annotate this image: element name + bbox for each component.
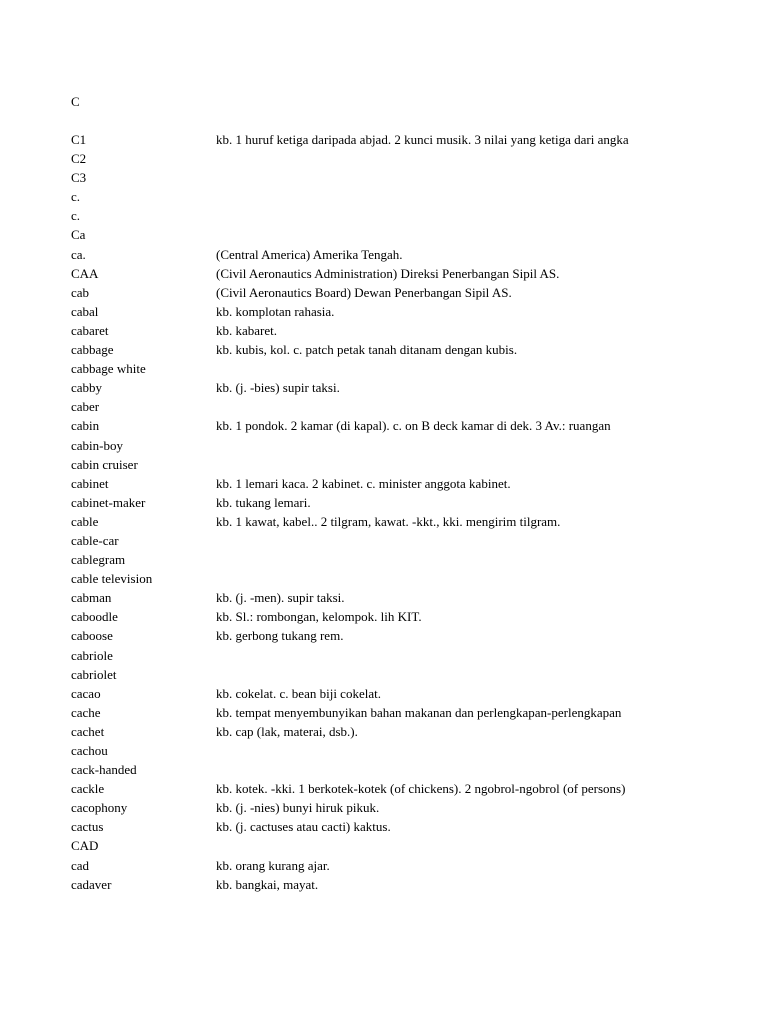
- entry-definition: kb. kotek. -kki. 1 berkotek-kotek (of chickens). 2 ngobrol-ngobrol (of persons): [216, 781, 626, 797]
- dictionary-entry-list: [0, 130, 768, 894]
- entry-definition: kb. komplotan rahasia.: [216, 303, 335, 319]
- entry-definition: kb. gerbong tukang rem.: [216, 628, 344, 644]
- dictionary-entry: [0, 569, 768, 588]
- dictionary-entry: [0, 397, 768, 416]
- dictionary-entry: [0, 436, 768, 455]
- entry-term: cacao: [71, 685, 101, 701]
- dictionary-entry: [0, 225, 768, 244]
- dictionary-entry: [0, 836, 768, 855]
- entry-definition: kb. Sl.: rombongan, kelompok. lih KIT.: [216, 609, 422, 625]
- entry-term: caber: [71, 399, 100, 415]
- entry-definition: kb. kabaret.: [216, 322, 278, 338]
- entry-definition: kb. (j. -bies) supir taksi.: [216, 380, 340, 396]
- dictionary-entry: [0, 798, 768, 817]
- dictionary-entry: [0, 646, 768, 665]
- entry-definition: kb. 1 huruf ketiga daripada abjad. 2 kunci musik. 3 nilai yang ketiga dari angka: [216, 132, 629, 147]
- entry-term: cabby: [71, 380, 103, 396]
- entry-definition: kb. 1 kawat, kabel.. 2 tilgram, kawat. -kkt., kki. mengirim tilgram.: [216, 513, 561, 529]
- entry-term: cabinet-maker: [71, 494, 146, 510]
- dictionary-entry: [0, 416, 768, 435]
- entry-term: cabriole: [71, 647, 113, 663]
- entry-term: cabinet: [71, 475, 109, 491]
- entry-term: cachou: [71, 743, 108, 758]
- dictionary-entry: [0, 283, 768, 302]
- entry-term: cabin: [71, 418, 100, 434]
- entry-term: ca.: [71, 246, 86, 262]
- dictionary-entry: [0, 245, 768, 264]
- entry-term: cackle: [71, 781, 105, 797]
- dictionary-entry: [0, 760, 768, 779]
- entry-term: CAD: [71, 838, 99, 854]
- entry-definition: (Civil Aeronautics Administration) Direksi Penerbangan Sipil AS.: [216, 265, 560, 281]
- dictionary-entry: [0, 817, 768, 836]
- dictionary-entry: [0, 875, 768, 894]
- entry-term: cad: [71, 857, 90, 873]
- entry-term: cack-handed: [71, 762, 137, 778]
- dictionary-entry: [0, 378, 768, 397]
- dictionary-entry: [0, 607, 768, 626]
- entry-definition: kb. cokelat. c. bean biji cokelat.: [216, 685, 381, 701]
- entry-term: cab: [71, 284, 90, 300]
- section-heading: C: [71, 94, 80, 109]
- entry-definition: kb. tukang lemari.: [216, 494, 311, 510]
- entry-term: cache: [71, 704, 101, 720]
- dictionary-entry: [0, 168, 768, 187]
- entry-term: C1: [71, 132, 87, 147]
- entry-term: cable: [71, 513, 99, 529]
- entry-term: cabal: [71, 303, 99, 319]
- dictionary-entry: [0, 703, 768, 722]
- dictionary-entry: [0, 455, 768, 474]
- entry-term: cablegram: [71, 552, 126, 568]
- entry-term: caboodle: [71, 609, 118, 625]
- dictionary-entry: [0, 531, 768, 550]
- entry-term: cable television: [71, 571, 153, 587]
- dictionary-entry: [0, 474, 768, 493]
- entry-term: cadaver: [71, 876, 112, 892]
- dictionary-entry: [0, 149, 768, 168]
- dictionary-entry: [0, 187, 768, 206]
- entry-term: c.: [71, 208, 81, 224]
- dictionary-entry: [0, 321, 768, 340]
- dictionary-entry: [0, 130, 768, 149]
- dictionary-entry: [0, 493, 768, 512]
- entry-definition: kb. (j. cactuses atau cacti) kaktus.: [216, 819, 391, 835]
- entry-term: cactus: [71, 819, 104, 835]
- dictionary-entry: [0, 512, 768, 531]
- entry-definition: (Civil Aeronautics Board) Dewan Penerbangan Sipil AS.: [216, 284, 512, 300]
- entry-definition: kb. orang kurang ajar.: [216, 857, 330, 873]
- entry-term: cabin cruiser: [71, 456, 138, 472]
- entry-term: Ca: [71, 227, 86, 243]
- entry-term: cabaret: [71, 322, 109, 338]
- entry-definition: kb. bangkai, mayat.: [216, 876, 319, 892]
- entry-term: CAA: [71, 265, 99, 281]
- dictionary-entry: [0, 626, 768, 645]
- dictionary-entry: [0, 359, 768, 378]
- entry-definition: kb. kubis, kol. c. patch petak tanah ditanam dengan kubis.: [216, 342, 518, 358]
- entry-term: cabriolet: [71, 666, 117, 682]
- dictionary-entry: [0, 550, 768, 569]
- entry-definition: kb. (j. -nies) bunyi hiruk pikuk.: [216, 800, 380, 816]
- dictionary-entry: [0, 340, 768, 359]
- dictionary-entry: [0, 856, 768, 875]
- entry-definition: (Central America) Amerika Tengah.: [216, 246, 403, 262]
- entry-term: cabin-boy: [71, 437, 123, 453]
- dictionary-entry: [0, 741, 768, 760]
- entry-term: cable-car: [71, 532, 119, 548]
- entry-term: cabbage white: [71, 361, 146, 377]
- entry-term: cachet: [71, 723, 105, 739]
- entry-definition: kb. tempat menyembunyikan bahan makanan dan perlengkapan-perlengkapan: [216, 704, 622, 720]
- dictionary-entry: [0, 588, 768, 607]
- entry-term: C2: [71, 151, 87, 167]
- entry-definition: kb. 1 lemari kaca. 2 kabinet. c. minister anggota kabinet.: [216, 475, 511, 491]
- dictionary-entry: [0, 684, 768, 703]
- dictionary-entry: [0, 206, 768, 225]
- entry-definition: kb. cap (lak, materai, dsb.).: [216, 723, 358, 739]
- dictionary-entry: [0, 722, 768, 741]
- entry-definition: kb. 1 pondok. 2 kamar (di kapal). c. on B deck kamar di dek. 3 Av.: ruangan: [216, 418, 611, 434]
- dictionary-entry: [0, 665, 768, 684]
- entry-definition: kb. (j. -men). supir taksi.: [216, 590, 345, 606]
- entry-term: c.: [71, 189, 81, 205]
- entry-term: C3: [71, 170, 87, 186]
- entry-term: cabbage: [71, 342, 114, 358]
- entry-term: cabman: [71, 590, 112, 606]
- dictionary-entry: [0, 779, 768, 798]
- dictionary-entry: [0, 264, 768, 283]
- dictionary-entry: [0, 302, 768, 321]
- entry-term: cacophony: [71, 800, 128, 816]
- entry-term: caboose: [71, 628, 113, 644]
